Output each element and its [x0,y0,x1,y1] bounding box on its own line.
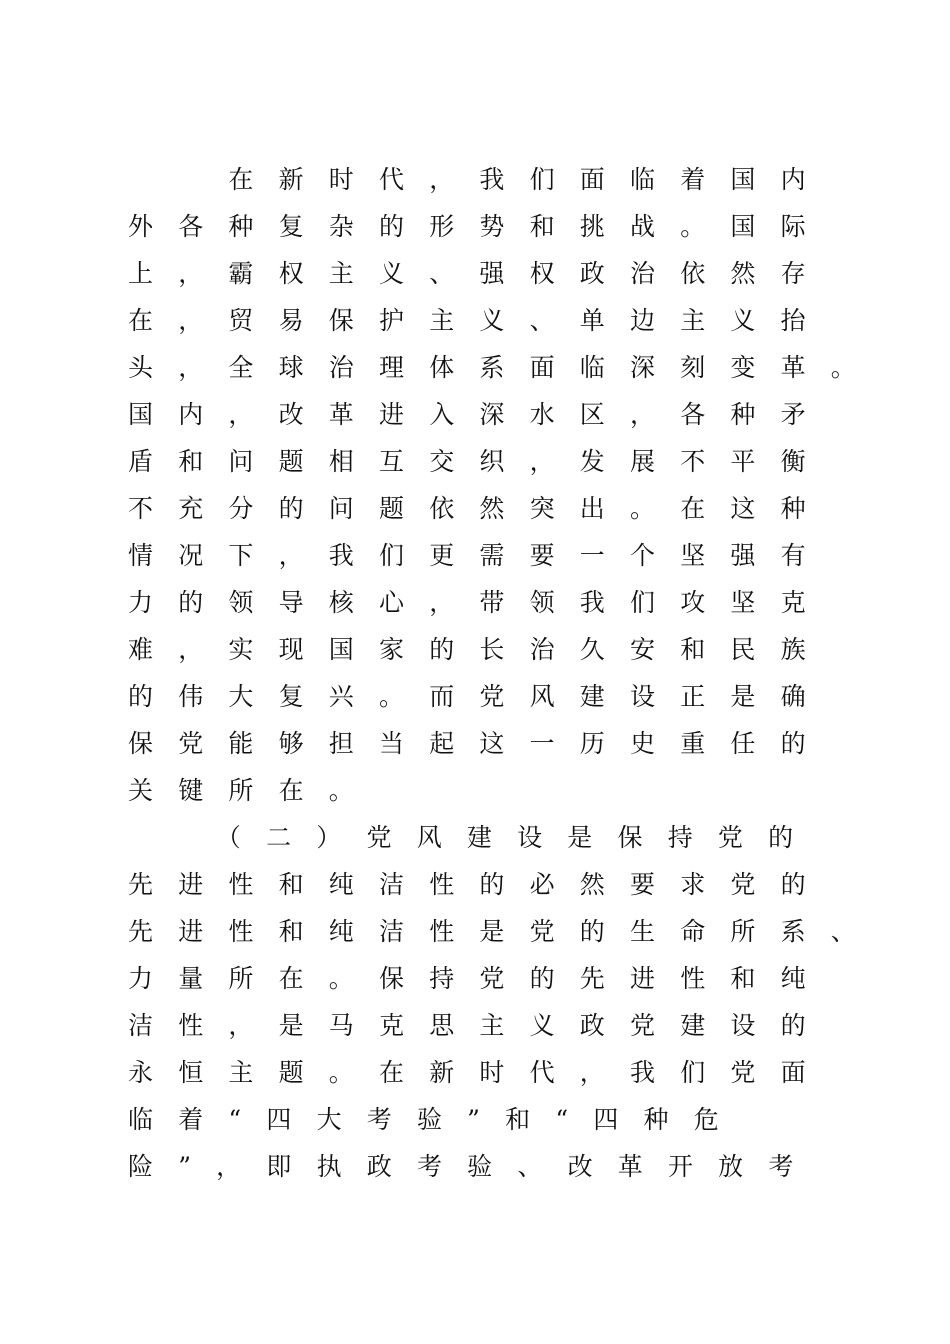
text-line: 上，霸权主义、强权政治依然存 [128,259,831,288]
text-line: 关键所在。 [128,776,380,805]
text-line: 的伟大复兴。而党风建设正是确 [128,682,831,711]
section-heading: （二）党风建设是保持党的 [128,823,819,852]
text-line: 不充分的问题依然突出。在这种 [128,494,831,523]
text-line: 外各种复杂的形势和挑战。国际 [128,212,831,241]
text-line: 保党能够担当起这一历史重任的 [128,729,831,758]
text-line: 永恒主题。在新时代，我们党面 [128,1058,831,1087]
text-line: 临着“四大考验”和“四种危 [128,1105,744,1134]
text-line: 洁性，是马克思主义政党建设的 [128,1011,831,1040]
text-line: 难，实现国家的长治久安和民族 [128,635,831,664]
text-line: 盾和问题相互交织，发展不平衡 [128,447,831,476]
text-line: 险”，即执政考验、改革开放考 [128,1152,819,1181]
text-line: 力量所在。保持党的先进性和纯 [128,964,831,993]
text-line: 力的领导核心，带领我们攻坚克 [128,588,831,617]
text-line: 在新时代，我们面临着国内 [128,165,831,194]
text-line: 国内，改革进入深水区，各种矛 [128,400,831,429]
text-line: 在，贸易保护主义、单边主义抬 [128,306,831,335]
text-line: 先进性和纯洁性是党的生命所系、 [128,917,882,946]
text-line: 情况下，我们更需要一个坚强有 [128,541,831,570]
text-line: 先进性和纯洁性的必然要求党的 [128,870,831,899]
text-line: 头，全球治理体系面临深刻变革。 [128,353,882,382]
